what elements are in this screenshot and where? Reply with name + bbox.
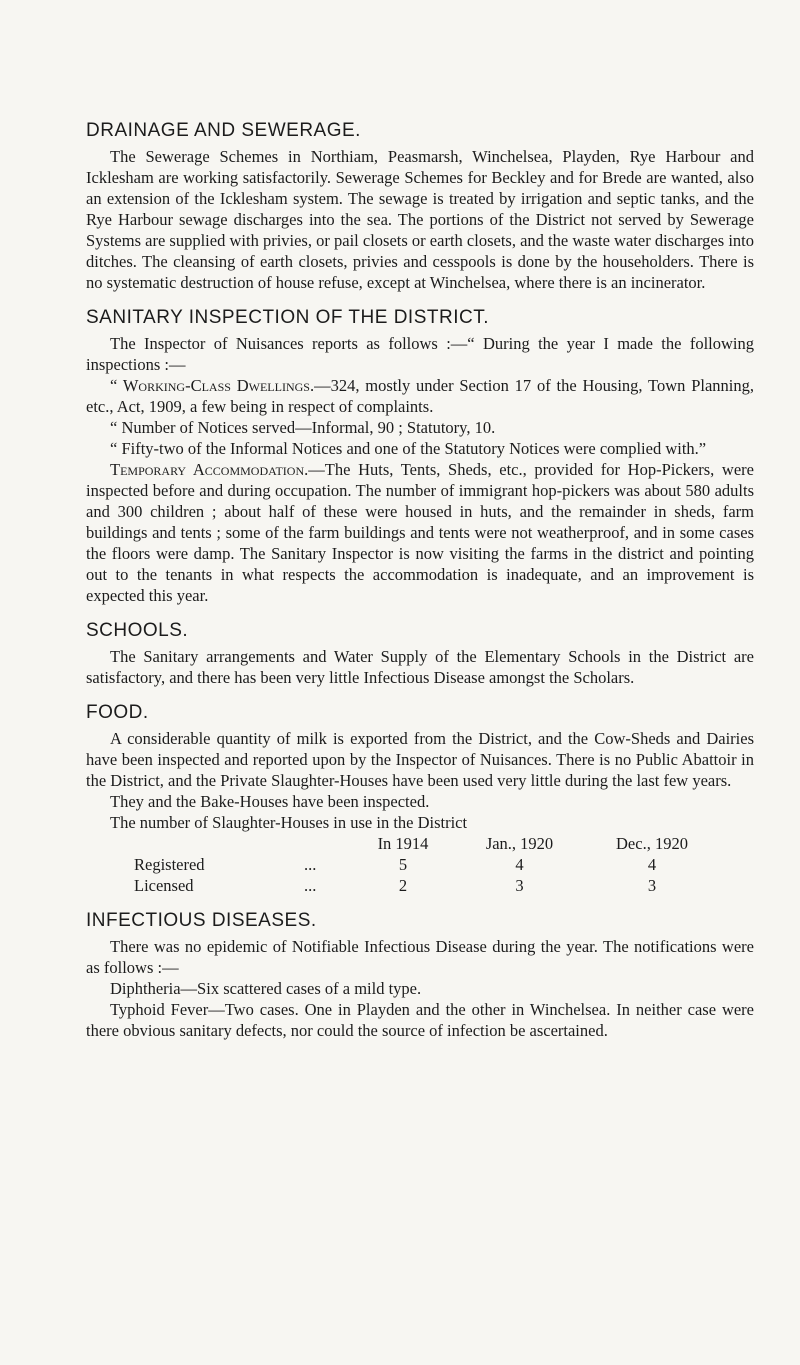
paragraph: “ Number of Notices served—Informal, 90 ; Statutory, 10. [110, 418, 496, 437]
section-drainage [86, 120, 754, 293]
section-heading: DRAINAGE AND SEWERAGE. [86, 120, 361, 141]
table-cell: 5 [398, 855, 408, 874]
table-header: Dec., 1920 [616, 834, 688, 853]
table-cell: 4 [515, 855, 524, 874]
paragraph: They and the Bake-Houses have been inspected. [110, 792, 430, 811]
section-heading: INFECTIOUS DISEASES. [86, 910, 317, 931]
paragraph [86, 375, 754, 417]
table-cell: 2 [398, 876, 408, 895]
run-in-heading: “ Working-Class Dwellings. [110, 376, 315, 395]
section-heading: SCHOOLS. [86, 620, 189, 641]
row-label: Registered [134, 855, 205, 874]
section-food [86, 702, 754, 896]
section-infectious-diseases [86, 910, 754, 1041]
table-cell: 3 [515, 876, 524, 895]
table-cell: 4 [647, 855, 657, 874]
document-body [86, 120, 754, 1055]
row-label: Licensed [134, 876, 194, 895]
section-heading: SANITARY INSPECTION OF THE DISTRICT. [86, 307, 489, 328]
paragraph: The Sewerage Schemes in Northiam, Peasmarsh, Winchelsea, Playden, Rye Harbour and Icklesham are working satisfactorily. Sewerage Schemes for Beckley and for Brede are wanted, also an extension of the Icklesham system. The sewage is treated by irrigation and septic tanks, and the Rye Harbour sewage discharges into the sea. The portions of the District not served by Sewerage Systems are supplied with privies, or pail closets or earth closets, and the waste water discharges into ditches. The cleansing of earth closets, privies and cesspools is done by the householders. There is no systematic destruction of house refuse, except at Winchelsea, where there is an incinerator. [86, 147, 754, 292]
paragraph: There was no epidemic of Notifiable Infectious Disease during the year. The notifications were as follows :— [86, 937, 754, 977]
table-row [110, 875, 754, 896]
table-header-row [110, 833, 754, 854]
paragraph: Diphtheria—Six scattered cases of a mild type. [110, 979, 422, 998]
leader-dots: ... [304, 855, 317, 874]
table-header: In 1914 [377, 834, 429, 853]
table-cell: 3 [647, 876, 657, 895]
paragraph: A considerable quantity of milk is exported from the District, and the Cow-Sheds and Dairies have been inspected and reported upon by the Inspector of Nuisances. There is no Public Abattoir in the District, and the Private Slaughter-Houses have been used very little during the last few years. [86, 729, 754, 790]
paragraph: “ Fifty-two of the Informal Notices and one of the Statutory Notices were complied with.” [110, 439, 707, 458]
leader-dots: ... [304, 876, 317, 895]
table-header: Jan., 1920 [485, 834, 554, 853]
section-schools [86, 620, 754, 688]
paragraph: Typhoid Fever—Two cases. One in Playden and the other in Winchelsea. In neither case were there obvious sanitary defects, nor could the source of infection be ascertained. [86, 1000, 754, 1040]
paragraph: The number of Slaughter-Houses in use in the District [110, 813, 468, 832]
paragraph-text: —The Huts, Tents, Sheds, etc., provided for Hop-Pickers, were inspected before and during occupation. The number of immigrant hop-pickers was about 580 adults and 300 children ; about half of these were housed in huts, and the remainder in sheds, farm buildings and tents ; some of the farm buildings and tents were not weatherproof, and in some cases the floors were damp. The Sanitary Inspector is now visiting the farms in the district and pointing out to the tenants in what respects the accommodation is inadequate, and an improvement is expected this year. [86, 460, 754, 605]
paragraph: The Inspector of Nuisances reports as follows :—“ During the year I made the following inspections :— [86, 334, 754, 374]
paragraph: The Sanitary arrangements and Water Supply of the Elementary Schools in the District are satisfactory, and there has been very little Infectious Disease amongst the Scholars. [86, 647, 754, 687]
table-row [110, 854, 754, 875]
paragraph [86, 459, 754, 606]
run-in-heading: Temporary Accommodation. [110, 460, 309, 479]
slaughter-house-table [110, 833, 754, 896]
section-heading: FOOD. [86, 702, 149, 723]
paragraph-text: —324, mostly under Section 17 of the Housing, Town Planning, etc., Act, 1909, a few being in respect of complaints. [86, 376, 755, 416]
section-sanitary-inspection [86, 307, 754, 606]
